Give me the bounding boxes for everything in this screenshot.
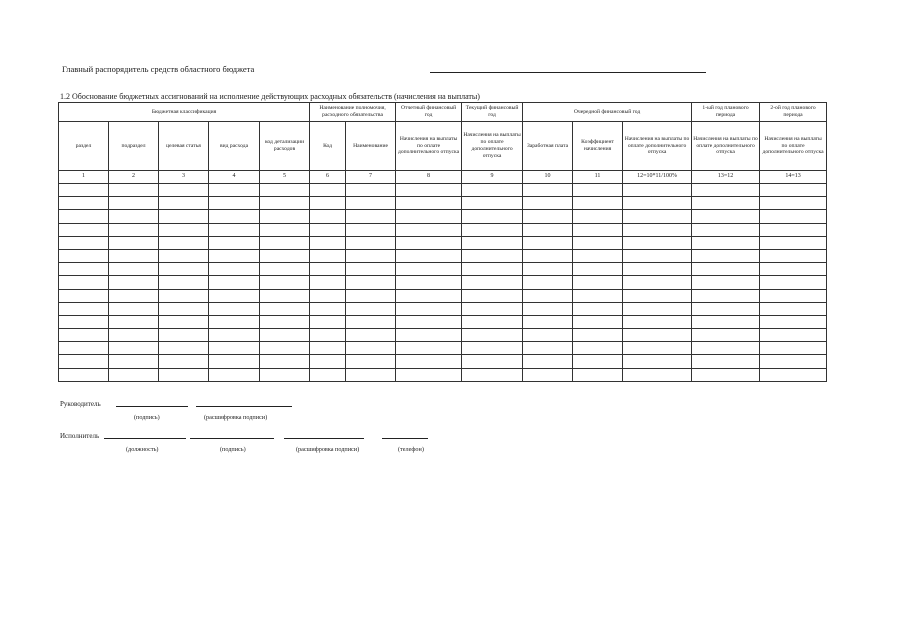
table-row xyxy=(59,329,827,342)
table-cell[interactable] xyxy=(692,276,760,289)
col-header: Начисления на выплаты по оплате дополнительного отпуска xyxy=(396,122,462,171)
table-cell[interactable] xyxy=(760,302,827,315)
table-cell[interactable] xyxy=(760,329,827,342)
table-cell[interactable] xyxy=(260,302,310,315)
table-cell[interactable] xyxy=(260,329,310,342)
table-cell[interactable] xyxy=(310,355,346,368)
table-cell[interactable] xyxy=(396,197,462,210)
table-cell[interactable] xyxy=(462,368,523,381)
col-header: целевая статья xyxy=(159,122,209,171)
header-current-year: Текущий финансовый год xyxy=(462,103,523,122)
table-cell[interactable] xyxy=(523,276,573,289)
table-cell[interactable] xyxy=(310,329,346,342)
table-cell[interactable] xyxy=(346,197,396,210)
table-cell[interactable] xyxy=(310,197,346,210)
table-cell[interactable] xyxy=(623,223,692,236)
table-cell[interactable] xyxy=(59,263,109,276)
table-cell[interactable] xyxy=(396,210,462,223)
table-cell[interactable] xyxy=(209,223,260,236)
table-cell[interactable] xyxy=(159,329,209,342)
table-cell[interactable] xyxy=(623,329,692,342)
executor-decode-line[interactable] xyxy=(284,438,364,439)
col-number: 3 xyxy=(159,171,209,184)
table-cell[interactable] xyxy=(573,223,623,236)
table-cell[interactable] xyxy=(462,263,523,276)
table-cell[interactable] xyxy=(159,184,209,197)
table-cell[interactable] xyxy=(310,315,346,328)
table-cell[interactable] xyxy=(760,368,827,381)
table-cell[interactable] xyxy=(346,342,396,355)
table-cell[interactable] xyxy=(346,302,396,315)
col-header: Код xyxy=(310,122,346,171)
table-cell[interactable] xyxy=(310,276,346,289)
table-cell[interactable] xyxy=(59,223,109,236)
table-cell[interactable] xyxy=(346,184,396,197)
col-number: 13=12 xyxy=(692,171,760,184)
table-cell[interactable] xyxy=(523,249,573,262)
table-cell[interactable] xyxy=(573,302,623,315)
col-number: 14=13 xyxy=(760,171,827,184)
executor-phone-line[interactable] xyxy=(382,438,428,439)
table-cell[interactable] xyxy=(260,249,310,262)
table-cell[interactable] xyxy=(396,223,462,236)
table-cell[interactable] xyxy=(462,223,523,236)
table-cell[interactable] xyxy=(760,210,827,223)
table-cell[interactable] xyxy=(109,249,159,262)
table-cell[interactable] xyxy=(59,368,109,381)
executor-label: Исполнитель xyxy=(60,432,100,440)
table-cell[interactable] xyxy=(109,236,159,249)
col-number: 2 xyxy=(109,171,159,184)
table-cell[interactable] xyxy=(260,368,310,381)
table-cell[interactable] xyxy=(159,263,209,276)
justification-table xyxy=(58,102,827,382)
table-cell[interactable] xyxy=(523,210,573,223)
table-cell[interactable] xyxy=(109,315,159,328)
table-cell[interactable] xyxy=(59,197,109,210)
table-cell[interactable] xyxy=(260,184,310,197)
table-cell[interactable] xyxy=(760,289,827,302)
table-cell[interactable] xyxy=(159,289,209,302)
table-cell[interactable] xyxy=(462,329,523,342)
table-cell[interactable] xyxy=(692,289,760,302)
col-header: Начисления на выплаты по оплате дополнительного отпуска xyxy=(623,122,692,171)
col-number: 4 xyxy=(209,171,260,184)
table-cell[interactable] xyxy=(523,355,573,368)
table-cell[interactable] xyxy=(523,315,573,328)
table-cell[interactable] xyxy=(760,223,827,236)
table-cell[interactable] xyxy=(462,249,523,262)
table-cell[interactable] xyxy=(109,342,159,355)
col-header: Начисления на выплаты по оплате дополнительного отпуска xyxy=(692,122,760,171)
table-cell[interactable] xyxy=(209,249,260,262)
table-cell[interactable] xyxy=(396,276,462,289)
table-cell[interactable] xyxy=(109,329,159,342)
executor-sign-line[interactable] xyxy=(190,438,274,439)
table-cell[interactable] xyxy=(462,276,523,289)
table-row xyxy=(59,368,827,381)
table-cell[interactable] xyxy=(462,197,523,210)
table-cell[interactable] xyxy=(692,315,760,328)
table-cell[interactable] xyxy=(159,197,209,210)
table-cell[interactable] xyxy=(109,276,159,289)
table-cell[interactable] xyxy=(109,302,159,315)
table-cell[interactable] xyxy=(523,302,573,315)
header-plan-year-2: 2-ой год планового периода xyxy=(760,103,827,122)
table-cell[interactable] xyxy=(396,342,462,355)
table-cell[interactable] xyxy=(209,210,260,223)
table-cell[interactable] xyxy=(59,249,109,262)
table-cell[interactable] xyxy=(59,184,109,197)
table-cell[interactable] xyxy=(310,223,346,236)
header-fill-line xyxy=(430,72,706,73)
table-row xyxy=(59,223,827,236)
col-header: Наименование xyxy=(346,122,396,171)
table-cell[interactable] xyxy=(623,368,692,381)
table-cell[interactable] xyxy=(209,197,260,210)
table-row xyxy=(59,276,827,289)
table-cell[interactable] xyxy=(396,355,462,368)
table-cell[interactable] xyxy=(692,197,760,210)
table-cell[interactable] xyxy=(523,236,573,249)
table-cell[interactable] xyxy=(346,249,396,262)
table-cell[interactable] xyxy=(396,236,462,249)
table-cell[interactable] xyxy=(109,210,159,223)
table-cell[interactable] xyxy=(623,276,692,289)
table-sub-header-row xyxy=(59,122,827,171)
table-cell[interactable] xyxy=(260,210,310,223)
header-reporting-year: Отчетный финансовый год xyxy=(396,103,462,122)
table-cell[interactable] xyxy=(523,197,573,210)
table-cell[interactable] xyxy=(573,276,623,289)
table-cell[interactable] xyxy=(59,302,109,315)
table-cell[interactable] xyxy=(59,289,109,302)
table-cell[interactable] xyxy=(462,355,523,368)
table-cell[interactable] xyxy=(209,302,260,315)
table-cell[interactable] xyxy=(462,289,523,302)
table-row xyxy=(59,263,827,276)
col-number: 5 xyxy=(260,171,310,184)
table-cell[interactable] xyxy=(760,236,827,249)
table-cell[interactable] xyxy=(396,289,462,302)
col-number: 1 xyxy=(59,171,109,184)
table-cell[interactable] xyxy=(396,249,462,262)
table-cell[interactable] xyxy=(346,210,396,223)
col-number: 6 xyxy=(310,171,346,184)
col-header: код детализации расходов xyxy=(260,122,310,171)
table-row xyxy=(59,342,827,355)
col-number: 10 xyxy=(523,171,573,184)
table-cell[interactable] xyxy=(260,236,310,249)
table-cell[interactable] xyxy=(462,236,523,249)
table-cell[interactable] xyxy=(260,276,310,289)
table-cell[interactable] xyxy=(623,184,692,197)
table-cell[interactable] xyxy=(159,223,209,236)
table-cell[interactable] xyxy=(573,289,623,302)
table-cell[interactable] xyxy=(346,223,396,236)
table-cell[interactable] xyxy=(109,263,159,276)
head-caption-sign: (подпись) xyxy=(134,414,160,421)
table-cell[interactable] xyxy=(692,302,760,315)
col-header: Начисления на выплаты по оплате дополнительного отпуска xyxy=(760,122,827,171)
table-cell[interactable] xyxy=(573,342,623,355)
table-cell[interactable] xyxy=(209,184,260,197)
col-number: 11 xyxy=(573,171,623,184)
table-cell[interactable] xyxy=(396,302,462,315)
table-cell[interactable] xyxy=(523,329,573,342)
table-cell[interactable] xyxy=(209,263,260,276)
table-cell[interactable] xyxy=(573,263,623,276)
table-cell[interactable] xyxy=(623,197,692,210)
table-row xyxy=(59,315,827,328)
table-cell[interactable] xyxy=(760,342,827,355)
table-cell[interactable] xyxy=(573,197,623,210)
table-cell[interactable] xyxy=(159,368,209,381)
table-cell[interactable] xyxy=(396,184,462,197)
table-cell[interactable] xyxy=(462,302,523,315)
table-cell[interactable] xyxy=(59,355,109,368)
col-header: подраздел xyxy=(109,122,159,171)
table-cell[interactable] xyxy=(209,368,260,381)
table-cell[interactable] xyxy=(59,276,109,289)
table-cell[interactable] xyxy=(573,329,623,342)
table-cell[interactable] xyxy=(523,263,573,276)
table-cell[interactable] xyxy=(573,315,623,328)
table-cell[interactable] xyxy=(209,329,260,342)
table-row xyxy=(59,210,827,223)
table-cell[interactable] xyxy=(260,355,310,368)
table-cell[interactable] xyxy=(209,236,260,249)
table-cell[interactable] xyxy=(623,236,692,249)
table-cell[interactable] xyxy=(462,342,523,355)
col-header: вид расхода xyxy=(209,122,260,171)
head-caption-decode: (расшифровка подписи) xyxy=(204,414,268,421)
table-cell[interactable] xyxy=(523,342,573,355)
table-cell[interactable] xyxy=(462,184,523,197)
table-cell[interactable] xyxy=(573,236,623,249)
table-cell[interactable] xyxy=(159,315,209,328)
executor-caption-sign: (подпись) xyxy=(220,446,246,453)
table-cell[interactable] xyxy=(109,223,159,236)
table-body xyxy=(59,184,827,382)
table-cell[interactable] xyxy=(310,368,346,381)
table-cell[interactable] xyxy=(159,210,209,223)
table-cell[interactable] xyxy=(623,263,692,276)
table-cell[interactable] xyxy=(692,368,760,381)
table-cell[interactable] xyxy=(396,263,462,276)
table-cell[interactable] xyxy=(623,289,692,302)
col-header: Начисления на выплаты по оплате дополнительного отпуска xyxy=(462,122,523,171)
table-cell[interactable] xyxy=(59,329,109,342)
col-number: 12=10*11/100% xyxy=(623,171,692,184)
table-cell[interactable] xyxy=(310,184,346,197)
table-cell[interactable] xyxy=(159,342,209,355)
executor-caption-position: (должность) xyxy=(126,446,159,453)
executor-caption-phone: (телефон) xyxy=(398,446,424,453)
table-cell[interactable] xyxy=(573,210,623,223)
table-cell[interactable] xyxy=(310,302,346,315)
table-cell[interactable] xyxy=(310,210,346,223)
table-cell[interactable] xyxy=(310,249,346,262)
table-cell[interactable] xyxy=(692,263,760,276)
table-cell[interactable] xyxy=(523,368,573,381)
table-row xyxy=(59,197,827,210)
table-cell[interactable] xyxy=(346,315,396,328)
head-label: Руководитель xyxy=(60,400,101,408)
table-cell[interactable] xyxy=(692,342,760,355)
table-cell[interactable] xyxy=(209,289,260,302)
table-cell[interactable] xyxy=(346,236,396,249)
table-row xyxy=(59,289,827,302)
table-row xyxy=(59,302,827,315)
table-row xyxy=(59,184,827,197)
table-cell[interactable] xyxy=(396,329,462,342)
table-cell[interactable] xyxy=(260,289,310,302)
table-cell[interactable] xyxy=(59,342,109,355)
table-cell[interactable] xyxy=(209,342,260,355)
col-header: Коэффициент начисления xyxy=(573,122,623,171)
table-cell[interactable] xyxy=(573,184,623,197)
table-cell[interactable] xyxy=(209,315,260,328)
head-sign-line[interactable] xyxy=(116,406,188,407)
table-cell[interactable] xyxy=(159,355,209,368)
table-cell[interactable] xyxy=(260,263,310,276)
column-number-row xyxy=(59,171,827,184)
table-cell[interactable] xyxy=(209,355,260,368)
table-cell[interactable] xyxy=(346,276,396,289)
page-title: Главный распорядитель средств областного бюджета xyxy=(62,64,255,74)
table-row xyxy=(59,249,827,262)
table-cell[interactable] xyxy=(109,368,159,381)
table-cell[interactable] xyxy=(346,263,396,276)
col-number: 9 xyxy=(462,171,523,184)
table-cell[interactable] xyxy=(692,236,760,249)
table-cell[interactable] xyxy=(109,289,159,302)
table-cell[interactable] xyxy=(623,249,692,262)
table-cell[interactable] xyxy=(310,289,346,302)
table-row xyxy=(59,355,827,368)
table-cell[interactable] xyxy=(623,342,692,355)
table-cell[interactable] xyxy=(760,315,827,328)
table-cell[interactable] xyxy=(573,355,623,368)
table-cell[interactable] xyxy=(623,210,692,223)
table-row xyxy=(59,236,827,249)
header-plan-year-1: 1-ый год планового периода xyxy=(692,103,760,122)
table-cell[interactable] xyxy=(760,249,827,262)
table-cell[interactable] xyxy=(59,210,109,223)
table-cell[interactable] xyxy=(109,355,159,368)
table-cell[interactable] xyxy=(159,236,209,249)
table-cell[interactable] xyxy=(692,355,760,368)
table-cell[interactable] xyxy=(623,315,692,328)
head-decode-line[interactable] xyxy=(196,406,292,407)
table-cell[interactable] xyxy=(523,289,573,302)
table-cell[interactable] xyxy=(462,315,523,328)
table-group-header-row xyxy=(59,103,827,122)
table-cell[interactable] xyxy=(760,184,827,197)
table-cell[interactable] xyxy=(396,315,462,328)
table-cell[interactable] xyxy=(760,263,827,276)
table-cell[interactable] xyxy=(346,355,396,368)
table-cell[interactable] xyxy=(159,302,209,315)
table-cell[interactable] xyxy=(760,197,827,210)
executor-caption-decode: (расшифровка подписи) xyxy=(296,446,360,453)
table-cell[interactable] xyxy=(692,223,760,236)
table-cell[interactable] xyxy=(346,329,396,342)
table-cell[interactable] xyxy=(623,355,692,368)
header-obligation-name: Наименование полномочия, расходного обязательства xyxy=(310,103,396,122)
table-cell[interactable] xyxy=(623,302,692,315)
table-cell[interactable] xyxy=(462,210,523,223)
table-cell[interactable] xyxy=(523,223,573,236)
table-cell[interactable] xyxy=(59,236,109,249)
table-cell[interactable] xyxy=(310,263,346,276)
table-cell[interactable] xyxy=(310,236,346,249)
table-cell[interactable] xyxy=(573,249,623,262)
col-number: 8 xyxy=(396,171,462,184)
header-next-year: Очередной финансовый год xyxy=(523,103,692,122)
table-cell[interactable] xyxy=(109,184,159,197)
table-cell[interactable] xyxy=(59,315,109,328)
table-cell[interactable] xyxy=(692,210,760,223)
table-cell[interactable] xyxy=(760,276,827,289)
table-cell[interactable] xyxy=(573,368,623,381)
table-cell[interactable] xyxy=(760,355,827,368)
table-cell[interactable] xyxy=(260,197,310,210)
table-cell[interactable] xyxy=(523,184,573,197)
col-header: Заработная плата xyxy=(523,122,573,171)
table-cell[interactable] xyxy=(346,289,396,302)
executor-position-line[interactable] xyxy=(104,438,186,439)
table-cell[interactable] xyxy=(159,276,209,289)
table-cell[interactable] xyxy=(396,368,462,381)
header-budget-classification: Бюджетная классификация xyxy=(59,103,310,122)
table-cell[interactable] xyxy=(260,342,310,355)
table-cell[interactable] xyxy=(310,342,346,355)
col-number: 7 xyxy=(346,171,396,184)
table-cell[interactable] xyxy=(109,197,159,210)
section-title: 1.2 Обоснование бюджетных ассигнований на исполнение действующих расходных обязательств (начисления на выплаты) xyxy=(60,92,480,101)
table-cell[interactable] xyxy=(209,276,260,289)
table-cell[interactable] xyxy=(159,249,209,262)
col-header: раздел xyxy=(59,122,109,171)
table-cell[interactable] xyxy=(260,315,310,328)
table-cell[interactable] xyxy=(692,329,760,342)
table-cell[interactable] xyxy=(346,368,396,381)
table-cell[interactable] xyxy=(260,223,310,236)
table-cell[interactable] xyxy=(692,249,760,262)
table-cell[interactable] xyxy=(692,184,760,197)
